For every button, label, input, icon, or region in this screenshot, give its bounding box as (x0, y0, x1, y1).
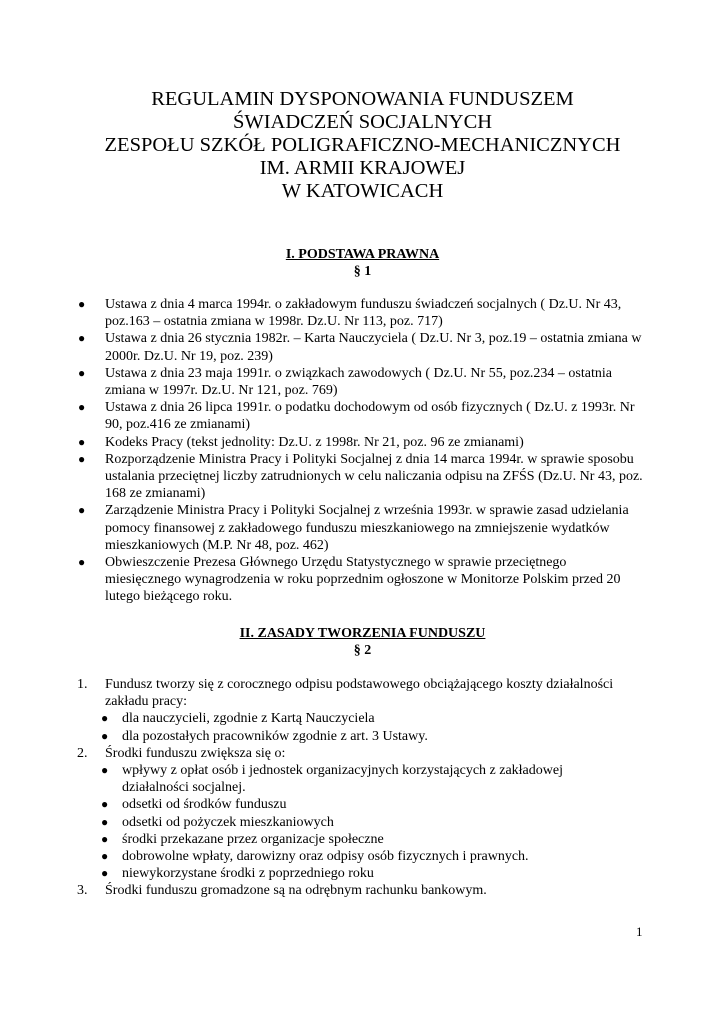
bullet-icon: ● (78, 331, 86, 346)
list-item (0, 296, 645, 330)
bullet-icon: ● (101, 849, 109, 864)
bullet-icon: ● (78, 434, 86, 449)
list-item-text: Zarządzenie Ministra Pracy i Polityki Socjalnej z września 1993r. w sprawie zasad udzielania pomocy finansowej z zakładowego funduszu mieszkaniowego na zmniejszenie wydatków mieszkaniowych (M.P. Nr 48, poz. 462) (105, 503, 629, 553)
section-title: I. PODSTAWA PRAWNA (285, 247, 440, 262)
bullet-icon: ● (101, 728, 109, 743)
sub-list-item-text: odsetki od pożyczek mieszkaniowych (122, 814, 334, 830)
sub-list-item-text: dla pozostałych pracowników zgodnie z art. 3 Ustawy. (122, 728, 428, 744)
page-number: 1 (636, 924, 643, 939)
sub-list-item (0, 762, 617, 796)
numbered-item (0, 745, 645, 762)
bullet-icon: ● (101, 814, 109, 829)
title-line: REGULAMIN DYSPONOWANIA FUNDUSZEM (151, 88, 574, 110)
list-item-text: Ustawa z dnia 26 lipca 1991r. o podatku dochodowym od osób fizycznych ( Dz.U. z 1993r. Nr 90, poz.416 ze zmianami) (105, 400, 635, 433)
numbered-item-text: Środki funduszu gromadzone są na odrębnym rachunku bankowym. (105, 883, 487, 899)
title-line: ŚWIADCZEŃ SOCJALNYCH (232, 111, 493, 133)
sub-list-item-text: dla nauczycieli, zgodnie z Kartą Nauczyciela (122, 711, 375, 727)
sub-list-item-text: niewykorzystane środki z poprzedniego roku (122, 866, 374, 882)
sub-list-item-text: wpływy z opłat osób i jednostek organizacyjnych korzystających z zakładowej działalności socjalnej. (122, 763, 563, 796)
section-1-heading (60, 246, 665, 280)
list-item (0, 365, 645, 399)
title-line: ZESPOŁU SZKÓŁ POLIGRAFICZNO-MECHANICZNYCH (104, 134, 621, 156)
list-item-text: Ustawa z dnia 23 maja 1991r. o związkach zawodowych ( Dz.U. Nr 55, poz.234 – ostatnia zmiana w 1997r. Dz.U. Nr 121, poz. 769) (105, 365, 612, 399)
bullet-icon: ● (78, 503, 86, 518)
bullet-icon: ● (101, 797, 109, 812)
document-title (60, 88, 665, 203)
bullet-icon: ● (78, 451, 86, 466)
list-item (0, 502, 645, 554)
numbered-item-text: Fundusz tworzy się z corocznego odpisu podstawowego obciążającego koszty działalności zakładu pracy: (105, 677, 614, 710)
bullet-icon: ● (101, 763, 109, 778)
section-paragraph-mark: § 1 (353, 264, 372, 279)
sub-list-item-text: dobrowolne wpłaty, darowizny oraz odpisy osób fizycznych i prawnych. (122, 849, 529, 865)
fund-rules-list (0, 676, 725, 900)
list-item (0, 399, 645, 433)
list-item (0, 434, 645, 451)
title-line: W KATOWICACH (281, 180, 444, 202)
sub-list-item-text: środki przekazane przez organizacje społeczne (122, 831, 384, 847)
list-item-text: Rozporządzenie Ministra Pracy i Polityki Socjalnej z dnia 14 marca 1994r. w sprawie sposobu ustalania przeciętnej liczby zatrudnionych w celu naliczania odpisu na ZFŚS (Dz.U. Nr 43, poz. 168 ze zmianami) (105, 451, 643, 502)
section-title: II. ZASADY TWORZENIA FUNDUSZU (239, 626, 486, 641)
list-item-text: Ustawa z dnia 4 marca 1994r. o zakładowym funduszu świadczeń socjalnych ( Dz.U. Nr 43, poz.163 – ostatnia zmiana w 1998r. Dz.U. Nr 113, poz. 717) (105, 297, 622, 330)
numbered-item (0, 676, 645, 710)
list-item (0, 330, 645, 364)
sub-list-item (0, 848, 617, 865)
sub-list-item (0, 796, 617, 813)
bullet-icon: ● (78, 297, 86, 311)
bullet-icon: ● (78, 400, 86, 415)
list-item (0, 451, 645, 503)
list-item-text: Kodeks Pracy (tekst jednolity: Dz.U. z 1998r. Nr 21, poz. 96 ze zmianami) (105, 434, 524, 450)
section-paragraph-mark: § 2 (353, 643, 372, 658)
section-2-heading (60, 625, 665, 659)
sub-list-item (0, 710, 617, 727)
sub-list-item (0, 831, 617, 848)
legal-basis-list (0, 296, 725, 606)
list-item-text: Ustawa z dnia 26 stycznia 1982r. – Karta Nauczyciela ( Dz.U. Nr 3, poz.19 – ostatnia zmiana w 2000r. Dz.U. Nr 19, poz. 239) (105, 331, 642, 364)
sub-list-item-text: odsetki od środków funduszu (122, 797, 287, 813)
numbered-item-text: Środki funduszu zwiększa się o: (105, 745, 286, 761)
item-number: 3. (77, 883, 88, 899)
sub-list-item (0, 814, 617, 831)
sub-list-item (0, 865, 617, 882)
bullet-icon: ● (78, 365, 86, 380)
bullet-icon: ● (78, 555, 86, 570)
numbered-item (0, 882, 645, 899)
item-number: 1. (77, 677, 88, 692)
sub-list-item (0, 728, 617, 745)
list-item (0, 554, 645, 606)
list-item-text: Obwieszczenie Prezesa Głównego Urzędu Statystycznego w sprawie przeciętnego miesięcznego wynagrodzenia w roku poprzednim ogłoszone w Monitorze Polskim przed 20 lutego bieżącego roku. (105, 555, 621, 605)
bullet-icon: ● (101, 711, 109, 726)
item-number: 2. (77, 745, 88, 761)
bullet-icon: ● (101, 866, 109, 881)
title-line: IM. ARMII KRAJOWEJ (259, 157, 466, 179)
bullet-icon: ● (101, 831, 109, 846)
